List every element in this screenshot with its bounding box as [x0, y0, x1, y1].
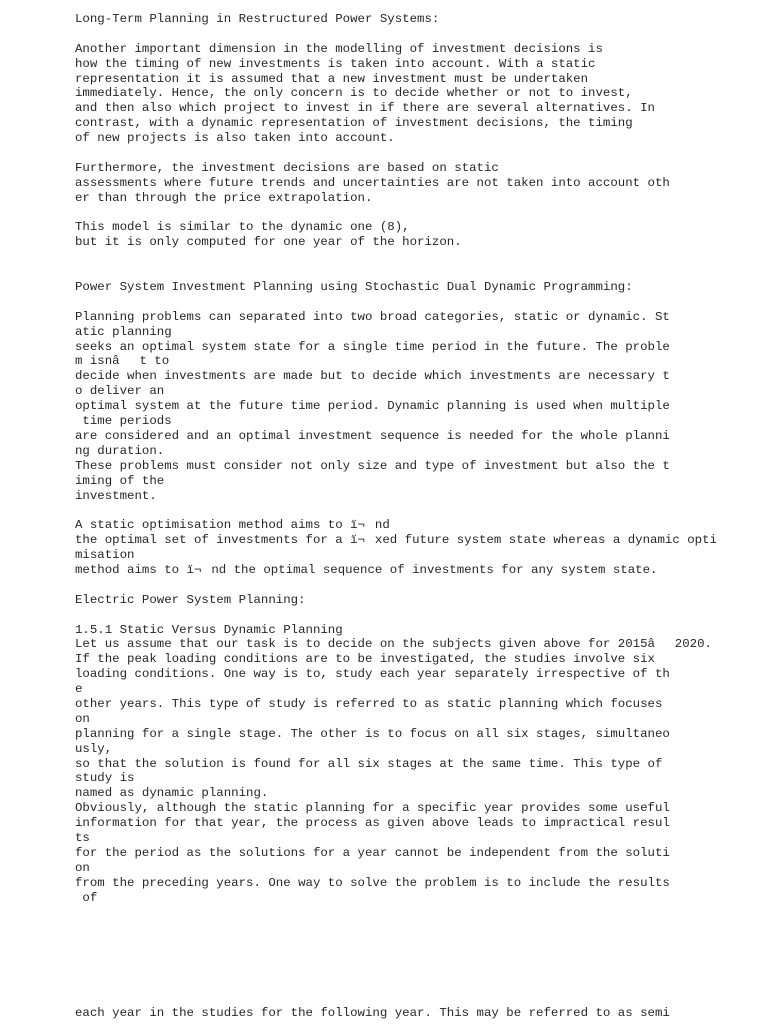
- blank-line: [75, 295, 755, 310]
- text-line: 1.5.1 Static Versus Dynamic Planning: [75, 622, 343, 637]
- text-line: method aims to ï¬nd the optimal sequence of investments for any system state.: [75, 562, 658, 577]
- text-line: misation: [75, 548, 135, 563]
- blank-line: [75, 206, 755, 221]
- text-line: contrast, with a dynamic representation of investment decisions, the timing: [75, 116, 633, 131]
- text-line: atic planning: [75, 324, 172, 339]
- text-line: representation it is assumed that a new investment must be undertaken: [75, 71, 589, 86]
- text-line: o deliver an: [75, 384, 165, 399]
- text-line: If the peak loading conditions are to be investigated, the studies involve six: [75, 652, 655, 667]
- blank-line: [75, 265, 755, 280]
- blank-line: [75, 578, 755, 593]
- text-line: named as dynamic planning.: [75, 786, 269, 801]
- document-body: [75, 12, 755, 905]
- text-line: are considered and an optimal investment sequence is needed for the whole planni: [75, 428, 670, 443]
- text-line: investment.: [75, 488, 157, 503]
- text-line: other years. This type of study is referred to as static planning which focuses: [75, 696, 663, 711]
- blank-line: [75, 250, 755, 265]
- text-line: A static optimisation method aims to ï¬nd: [75, 518, 390, 533]
- text-line: on: [75, 860, 90, 875]
- text-line: assessments where future trends and uncertainties are not taken into account oth: [75, 175, 670, 190]
- blank-line: [75, 608, 755, 623]
- text-line: how the timing of new investments is taken into account. With a static: [75, 56, 596, 71]
- text-line: but it is only computed for one year of the horizon.: [75, 235, 462, 250]
- text-line: e: [75, 682, 83, 697]
- text-line: the optimal set of investments for a ï¬xed future system state whereas a dynamic opti: [75, 533, 717, 548]
- text-line: Long-Term Planning in Restructured Power Systems:: [75, 12, 440, 26]
- text-line: Obviously, although the static planning for a specific year provides some useful: [75, 801, 670, 816]
- text-line: time periods: [75, 414, 172, 429]
- text-line: from the preceding years. One way to solve the problem is to include the results: [75, 875, 670, 890]
- text-line: planning for a single stage. The other is to focus on all six stages, simultaneo: [75, 726, 670, 741]
- blank-line: [75, 146, 755, 161]
- text-line: for the period as the solutions for a year cannot be independent from the soluti: [75, 845, 670, 860]
- text-line: of: [75, 890, 98, 905]
- text-line: usly,: [75, 741, 113, 756]
- text-line: seeks an optimal system state for a single time period in the future. The proble: [75, 339, 670, 354]
- text-line: ts: [75, 830, 90, 845]
- text-line: information for that year, the process as given above leads to impractical resul: [75, 816, 670, 831]
- text-line: on: [75, 711, 90, 726]
- text-line: and then also which project to invest in if there are several alternatives. In: [75, 101, 655, 116]
- text-line: of new projects is also taken into account.: [75, 131, 395, 146]
- text-line: study is: [75, 771, 135, 786]
- text-line: so that the solution is found for all six stages at the same time. This type of: [75, 756, 663, 771]
- text-line: Furthermore, the investment decisions are based on static: [75, 160, 499, 175]
- text-line: immediately. Hence, the only concern is to decide whether or not to invest,: [75, 86, 633, 101]
- text-line: decide when investments are made but to decide which investments are necessary t: [75, 369, 670, 384]
- text-line: Another important dimension in the modelling of investment decisions is: [75, 41, 603, 56]
- text-line: ng duration.: [75, 443, 165, 458]
- text-line: loading conditions. One way is to, study each year separately irrespective of th: [75, 667, 670, 682]
- text-line: These problems must consider not only size and type of investment but also the t: [75, 458, 670, 473]
- text-line: Let us assume that our task is to decide on the subjects given above for 2015â2020.: [75, 637, 712, 652]
- document-tail: [75, 1006, 755, 1021]
- text-line: each year in the studies for the following year. This may be referred to as semi: [75, 1006, 670, 1020]
- blank-line: [75, 503, 755, 518]
- text-line: m isnât to: [75, 354, 170, 369]
- text-line: This model is similar to the dynamic one (8),: [75, 220, 410, 235]
- blank-line: [75, 27, 755, 42]
- text-line: Planning problems can separated into two broad categories, static or dynamic. St: [75, 309, 670, 324]
- text-line: iming of the: [75, 473, 165, 488]
- text-line: Electric Power System Planning:: [75, 592, 306, 607]
- text-line: optimal system at the future time period. Dynamic planning is used when multiple: [75, 399, 670, 414]
- text-line: Power System Investment Planning using Stochastic Dual Dynamic Programming:: [75, 280, 633, 295]
- text-line: er than through the price extrapolation.: [75, 190, 373, 205]
